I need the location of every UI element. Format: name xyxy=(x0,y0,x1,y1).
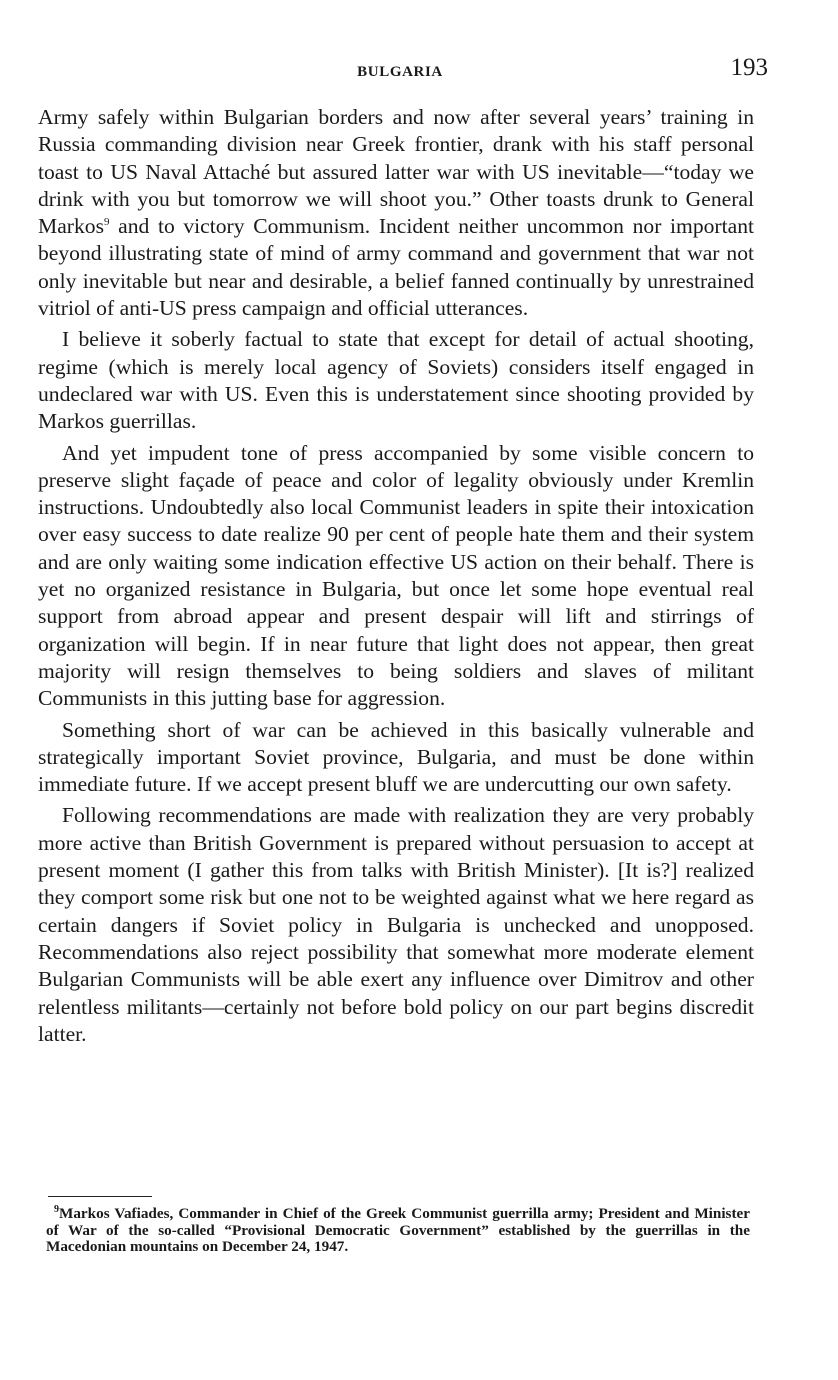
paragraph-1-text-a: Army safely within Bulgarian borders and now after several years’ training in Russia commanding division near Greek frontier, drank with his staff personal toast to US Naval Attaché but assured latter war with US inevitable—“today we drink with you but tomorrow we will shoot you.” Other toasts drunk to General Markos xyxy=(38,105,754,239)
paragraph-1 xyxy=(38,104,754,322)
footnote-text: Markos Vafiades, Commander in Chief of the Greek Communist guerrilla army; President and Minister of War of the so-called “Provisional Democratic Government” established by the guerrillas in the Macedonian mountains on December 24, 1947. xyxy=(46,1205,750,1255)
paragraph-2: I believe it soberly factual to state that except for detail of actual shooting, regime (which is merely local agency of Soviets) considers itself engaged in undeclared war with US. Even this is understatement since shooting provided by Markos guerrillas. xyxy=(38,327,754,434)
paragraph-4: Something short of war can be achieved in this basically vulnerable and strategically important Soviet province, Bulgaria, and must be done within immediate future. If we accept present bluff we are undercutting our own safety. xyxy=(38,717,754,797)
body-text xyxy=(38,104,754,1052)
paragraph-3: And yet impudent tone of press accompanied by some visible concern to preserve slight façade of peace and color of legality obviously under Kremlin instructions. Undoubtedly also local Communist leaders in spite their intoxication over easy success to date realize 90 per cent of people hate them and their system and are only waiting some indication effective US action on their behalf. There is yet no organized resistance in Bulgaria, but once let some hope eventual real support from abroad appear and present despair will lift and stirrings of organization will begin. If in near future that light does not appear, then great majority will resign themselves to being soldiers and slaves of militant Communists in this jutting base for aggression. xyxy=(38,440,754,711)
running-head xyxy=(40,54,768,90)
footnote-marker: 9 xyxy=(54,1203,59,1215)
footnote-reference: 9 xyxy=(103,216,110,228)
paragraph-5: Following recommendations are made with realization they are very probably more active than British Government is prepared without persuasion to accept at present moment (I gather this from talks with British Minister). [It is?] realized they comport some risk but one not to be weighted against what we here regard as certain dangers if Soviet policy in Bulgaria is unchecked and unopposed. Recommendations also reject possibility that somewhat more moderate element Bulgarian Communists will be able exert any influence over Dimitrov and other relentless militants—certainly not before bold policy on our part begins discredit latter. xyxy=(38,803,754,1046)
footnote xyxy=(46,1203,750,1256)
running-title: BULGARIA xyxy=(357,64,443,80)
footnote-divider xyxy=(48,1196,152,1197)
footnote-paragraph xyxy=(46,1203,750,1256)
paragraph-1-text-b: and to victory Communism. Incident neither uncommon nor important beyond illustrating state of mind of army command and government that war not only inevitable but near and desirable, a belief fanned continually by unrestrained vitriol of anti-US press campaign and official utterances. xyxy=(38,214,754,321)
page-number: 193 xyxy=(730,54,768,81)
